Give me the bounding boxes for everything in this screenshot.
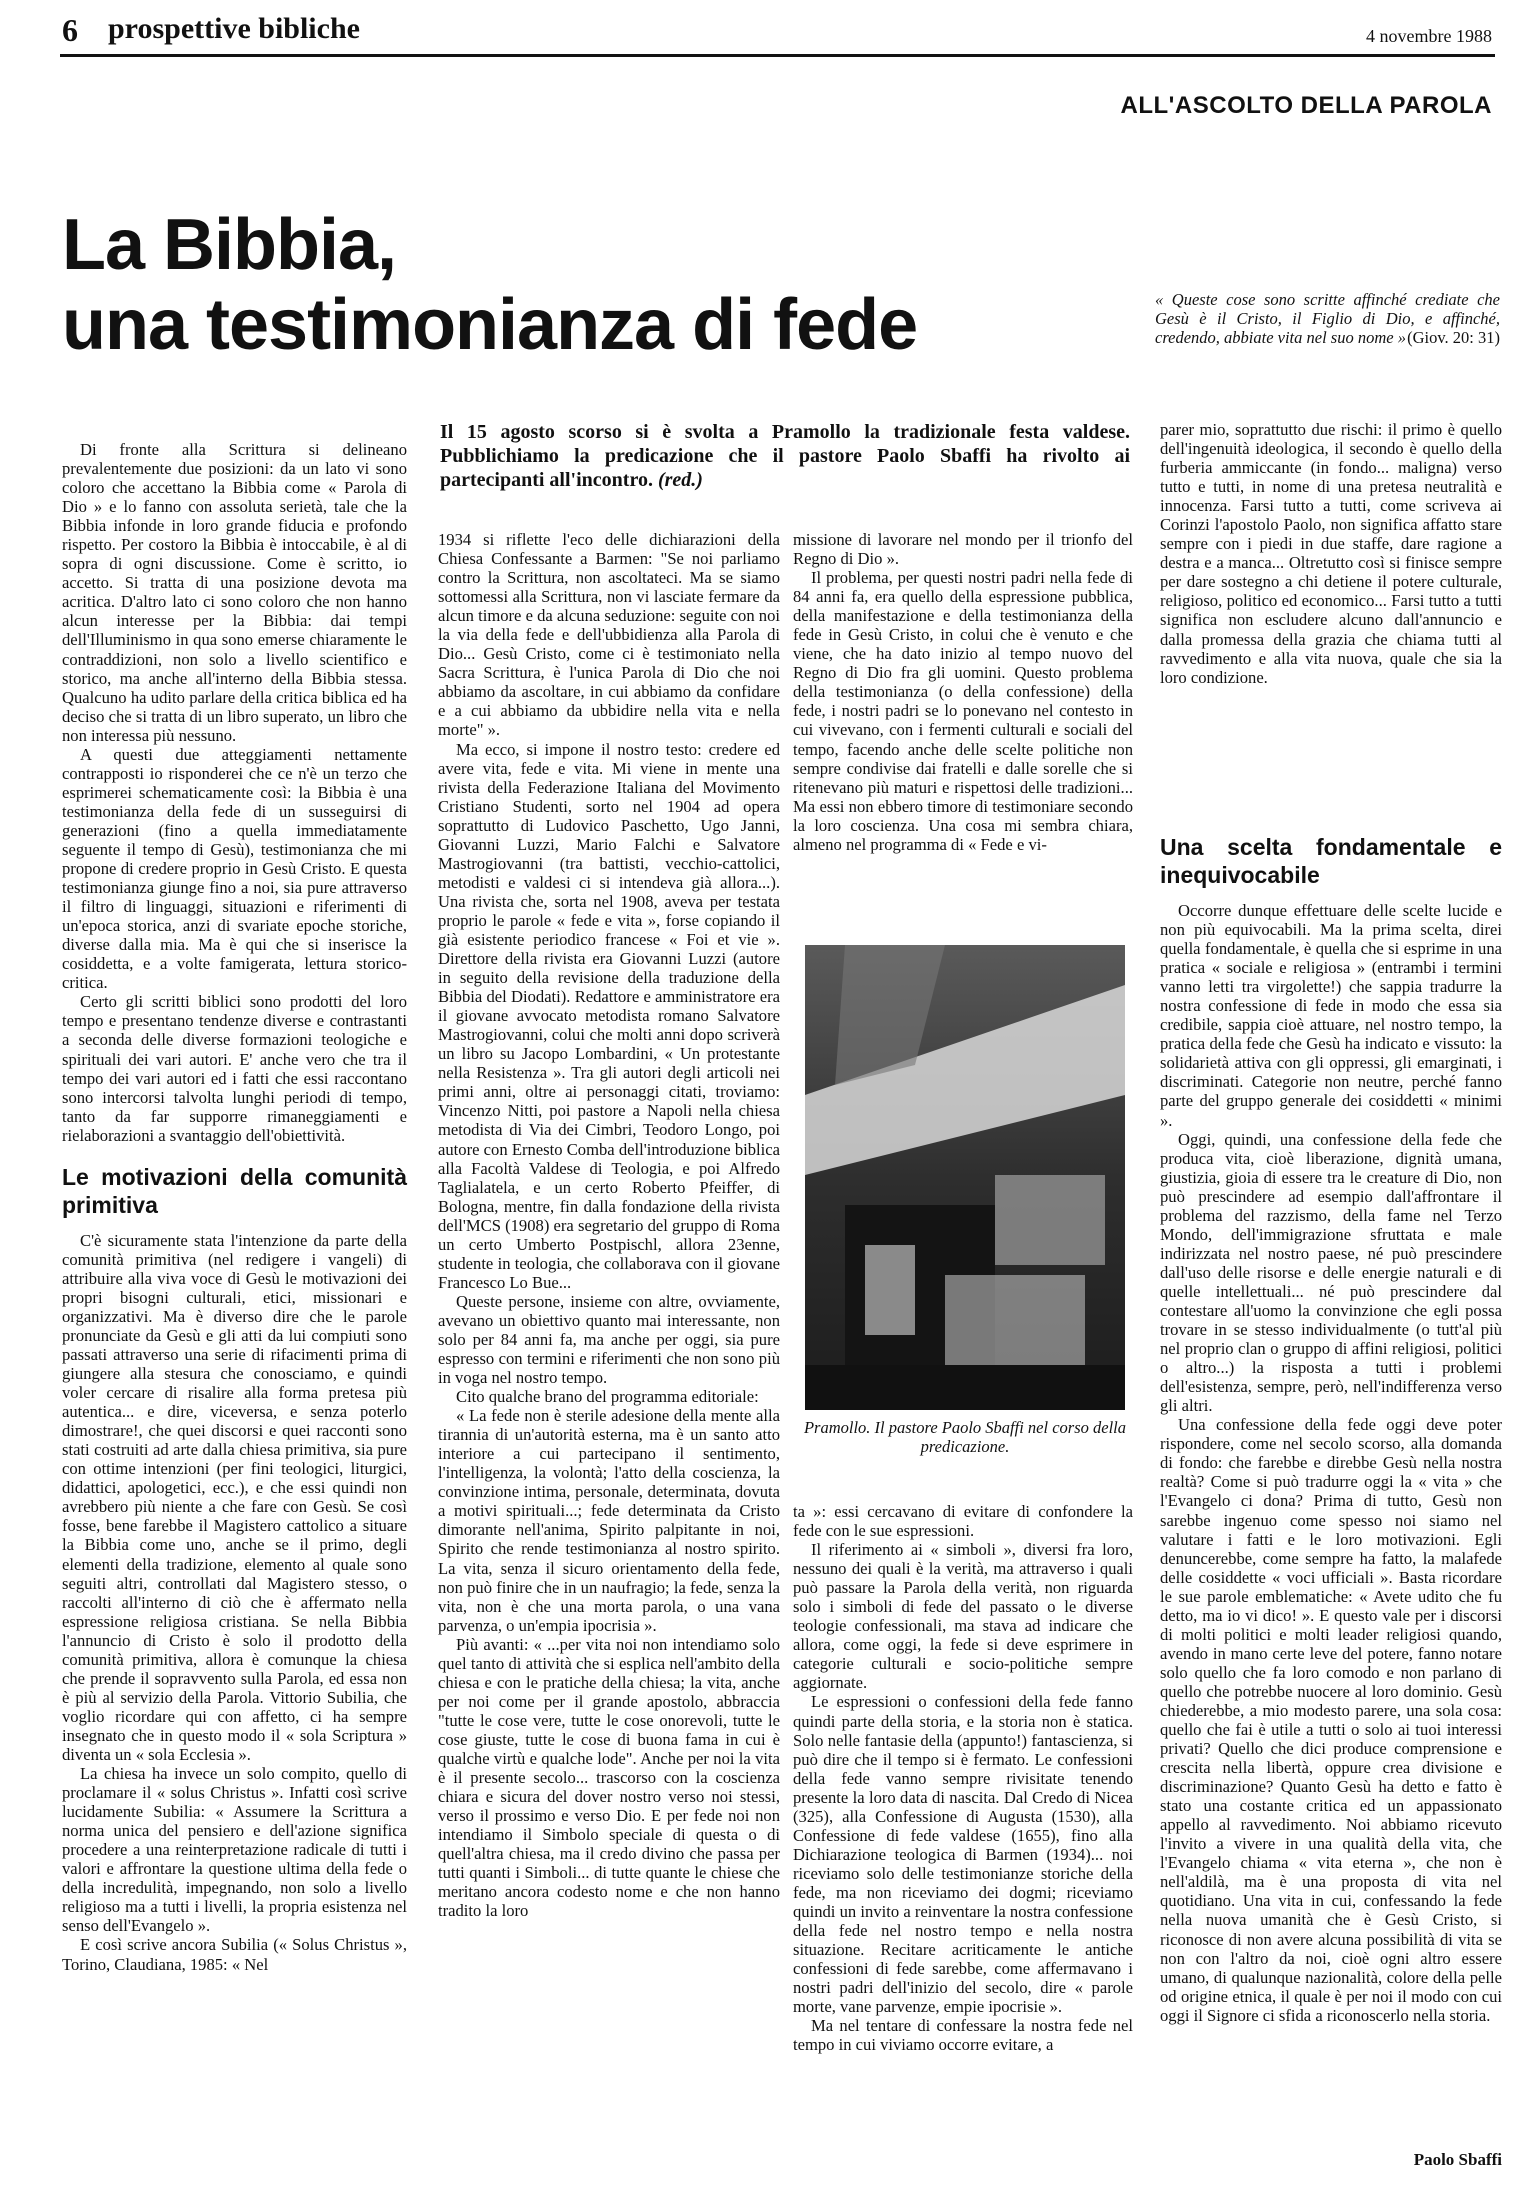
subheading-scelta: Una scelta fondamentale e inequivocabile: [1160, 834, 1502, 888]
title-line-1: La Bibbia,: [62, 205, 397, 285]
paragraph: Ma ecco, si impone il nostro testo: credere ed avere vita, fede e vita. Mi viene in mente una rivista della Federazione Italiana del Movimento Cristiano Studenti, sorto nel 1904 ad opera soprattutto di Ludovico Paschetto, Ugo Janni, Giovanni Luzzi, Mario Falchi e Salvatore Mastrogiovanni (tra battisti, vecchio-cattolici, metodisti e valdesi ci si intendeva già allora...). Una rivista che, sorta nel 1908, aveva per testata proprio le parole « fede e vita », forse copiando il già esistente periodico francese « Foi et vie ». Direttore della rivista era Giovanni Luzzi (autore in seguito della revisione della traduzione della Bibbia del Diodati). Redattore e amministratore era il giovane avvocato metodista romano Salvatore Mastrogiovanni, colui che molti anni dopo scriverà un libro su Jacopo Lombardini, « Un protestante nella Resistenza ». Tra gli autori degli articoli nei primi anni, oltre ai personaggi citati, troviamo: Vincenzo Nitti, poi pastore a Napoli nella chiesa metodista di Via dei Cimbri, Teodoro Longo, poi autore con Ernesto Comba dell'introduzione biblica alla Facoltà Valdese di Teologia, e poi Alfredo Taglialatela, e un certo Roberto Pfeiffer, di Bologna, mentre, fin dalla fondazione della rivista dell'MCS (1908) era segretario del gruppo di Roma un certo Umberto Postpischl, allora 23enne, studente in teologia, che collaborava con il giovane Francesco Lo Bue...: [438, 739, 780, 1292]
epigraph-reference: (Giov. 20: 31): [1407, 328, 1500, 347]
article-title: [62, 205, 917, 365]
paragraph: Oggi, quindi, una confessione della fede che produca vita, cioè liberazione, dignità umana, giustizia, gioia di essere tra le creature di Dio, non può prescindere ad esempio dall'affrontare il problema del razzismo, della fame nel Terzo Mondo, dell'immigrazione sfruttata e male indirizzata nel nostro paese, né può prescindere dall'uso delle risorse e delle energie naturali e di quelle intellettuali... né può prescindere dal contestare all'uomo la convinzione che egli possa trovare in se stesso individualmente (o tutt'al più nel proprio clan o gruppo di affini religiosi, politici o altro...) la risposta a tutti i problemi dell'esistenza, sempre, però, nell'indifferenza verso gli altri.: [1160, 1129, 1502, 1416]
photo-preacher: [805, 945, 1125, 1410]
epigraph-text: « Queste cose sono scritte affinché crediate che Gesù è il Cristo, il Figlio di Dio, e affinché, credendo, abbiate vita nel suo nome »: [1155, 290, 1500, 347]
column-3-top: [793, 530, 1133, 854]
paragraph: Queste persone, insieme con altre, ovviamente, avevano un obiettivo quanto mai interessante, non solo per 84 anni fa, ma anche per oggi, sia pure espresso con termini e riferimenti che non sono più in voga nel nostro tempo.: [438, 1291, 780, 1388]
intro-editorial-note: (red.): [657, 469, 703, 491]
paragraph: Certo gli scritti biblici sono prodotti del loro tempo e presentano tendenze diverse e contrastanti a seconda delle diverse formazioni teologiche e spirituali dei vari autori. E' anche vero che tra il tempo dei vari autori ed i fatti che essi raccontano sono intercorsi talvolta lunghi periodi di tempo, tanto da far supporre rimaneggiamenti e rielaborazioni a svantaggio dell'obiettività.: [62, 992, 407, 1145]
column-4-bottom: [1160, 815, 1502, 2025]
paragraph: Più avanti: « ...per vita noi non intendiamo solo quel tanto di attività che si esplica nell'ambito della chiesa e con le pratiche della chiesa; la vita, anche per noi come per il grande apostolo, abbraccia "tutte le cose vere, tutte le cose onorevoli, tutte le cose giuste, tutte le cose di buona fama in cui è qualche virtù e qualche lode". Anche per noi la vita è il presente secolo... trascorso con la coscienza chiara e sicura del dover nostro verso noi stessi, verso il prossimo e verso Dio. E per fede noi non intendiamo il Simbolo speciale di questa o di quell'altra chiesa, ma il credo divino che passa per tutti quanti i Simboli... di tutte quante le chiese che meritano ancora codesto nome e che non hanno tradito la loro: [438, 1634, 780, 1921]
author-signature: Paolo Sbaffi: [1413, 2150, 1502, 2169]
issue-date: 4 novembre 1988: [1366, 26, 1492, 46]
paragraph: Una confessione della fede oggi deve poter rispondere, come nel secolo scorso, alla domanda di fondo: che farebbe e direbbe Gesù nella nostra realtà? Come si può tradurre oggi la « vita » che l'Evangelo ci dona? Prima di tutto, Gesù non sarebbe ingenuo come spesso noi siamo nel valutare i fatti e le loro motivazioni. Egli denuncerebbe, come sempre ha fatto, la malafede delle cosiddette « voci ufficiali ». Basta ricordare le sue parole emblematiche: « Avete udito che fu detto, ma io vi dico! ». E questo vale per i discorsi di molti politici e molti leader religiosi quando, avendo in mano certe leve del potere, fanno notare solo quello che fa loro comodo e non parlano di quello che potrebbe nuocere al loro dominio. Gesù chiederebbe, a mio modesto parere, una sola cosa: quello che fai è utile a tutti o solo ai tuoi interessi privati? Quello che dici produce comprensione e crescita nella libertà, oppure crea divisione e discriminazione? Quanto Gesù ha detto e fatto è stato una costante critica ed un appassionato appello al ravvedimento. Noi abbiamo ricevuto l'invito a vivere in una qualità della vita, che l'Evangelo chiama « vita eterna », che non è nell'aldilà, ma è una proposta di vita nel quotidiano. Una vita in cui, confessando la fede nella nuova umanità che è Gesù Cristo, si riconosce di non avere alcuna possibilità di vita se non con l'altro da noi, cioè ogni altro essere umano, di qualunque nazionalità, colore della pelle od origine etnica, il quale è per noi il modo con cui oggi il Signore ci sfida a riconoscerlo nella storia.: [1160, 1415, 1502, 2025]
column-2: [438, 530, 780, 1920]
paragraph: « La fede non è sterile adesione della mente alla tirannia di un'autorità esterna, ma è un santo atto interiore a cui partecipano il sentimento, l'intelligenza, la volontà; l'atto della coscienza, la convinzione intima, personale, determinata, dovuta a motivi spirituali...; fede determinata da Cristo dimorante nell'anima, Spirito palpitante in noi, Spirito che rende testimonianza al nostro spirito. La vita, senza il sicuro orientamento della fede, non può finire che in un naufragio; la fede, senza la vita, non è che una morta parola, o una vana parvenza, o un'empia ipocrisia ».: [438, 1406, 780, 1635]
paragraph: ta »: essi cercavano di evitare di confondere la fede con le sue espressioni.: [793, 1502, 1133, 1541]
page-number: 6: [62, 12, 78, 48]
paragraph: A questi due atteggiamenti nettamente contrapposti io risponderei che ce n'è un terzo che esprimerei schematicamente così: la Bibbia è una testimonianza della fede di un susseguirsi di generazioni (fino a quella immediatamente seguente il tempo di Gesù), testimonianza che mi propone di credere proprio in Gesù Cristo. E questa testimonianza giunge fino a noi, sia pure attraverso il filtro di linguaggi, situazioni e riferimenti di un'epoca storica, anzi di svariate epoche storiche, diverse dalla mia. Ma è qui che si inserisce la cosiddetta, e a volte famigerata, lettura storico-critica.: [62, 744, 407, 993]
paragraph: Il problema, per questi nostri padri nella fede di 84 anni fa, era quello della espressione pubblica, della manifestazione e della testimonianza della fede in Gesù Cristo, in colui che è venuto e che viene, che ha dato inizio al tempo nuovo del Regno di Dio fra gli uomini. Questo problema della testimonianza (o della confessione) della fede, i nostri padri se lo ponevano nel contesto in cui vivevano, con i fermenti culturali e sociali del tempo, facendo anche delle scelte politiche non sempre condivise dai fratelli e dalle sorelle che si ritenevano più maturi e rispettosi delle tradizioni... Ma essi non ebbero timore di testimoniare secondo la loro coscienza. Una cosa mi sembra chiara, almeno nel programma di « Fede e vi-: [793, 568, 1133, 854]
paragraph: E così scrive ancora Subilia (« Solus Christus », Torino, Claudiana, 1985: « Nel: [62, 1935, 407, 1974]
title-line-2: una testimonianza di fede: [62, 285, 918, 365]
column-4-top: [1160, 420, 1502, 687]
photo-image: [805, 945, 1125, 1410]
paragraph: La chiesa ha invece un solo compito, quello di proclamare il « solus Christus ». Infatti così scrive lucidamente Subilia: « Assumere la Scrittura a norma unica del pensiero e dell'azione significa procedere a una reinterpretazione radicale di tutti i valori e affrontare la questione ultima della fede o della incredulità, impegnando, non solo a livello religioso ma a tutti i livelli, la propria esistenza nel senso dell'Evangelo ».: [62, 1764, 407, 1936]
paragraph: missione di lavorare nel mondo per il trionfo del Regno di Dio ».: [793, 530, 1133, 569]
section-label: ALL'ASCOLTO DELLA PAROLA: [1120, 92, 1492, 119]
intro-text: Il 15 agosto scorso si è svolta a Pramollo la tradizionale festa valdese. Pubblichiamo la predicazione che il pastore Paolo Sbaffi ha rivolto ai partecipanti all'incontro.: [440, 421, 1130, 491]
epigraph: [1155, 290, 1500, 347]
column-1: [62, 440, 407, 1974]
paragraph: 1934 si riflette l'eco delle dichiarazioni della Chiesa Confessante a Barmen: "Se noi parliamo contro la Scrittura, non ascoltateci. Ma se siamo sottomessi alla Scrittura, non vi lasciate fermare da alcun timore e da alcuna seduzione: seguite con noi la via della fede e dell'ubbidienza alla Parola di Dio... Gesù Cristo, come ci è testimoniato nella Sacra Scrittura, è l'unica Parola di Dio che noi abbiamo da ascoltare, in cui abbiamo da confidare e a cui abbiamo da ubbidire nella vita e nella morte" ».: [438, 530, 780, 740]
paragraph: Il riferimento ai « simboli », diversi fra loro, nessuno dei quali è la verità, ma attraverso i quali può passare la Parola della verità, non riguarda solo i simboli di fede del passato o le diverse teologie confessionali, ma stava ad indicare che allora, come oggi, la fede si deve esprimere in categorie culturali e socio-politiche sempre aggiornate.: [793, 1540, 1133, 1693]
paragraph: Ma nel tentare di confessare la nostra fede nel tempo in cui viviamo occorre evitare, a: [793, 2016, 1133, 2055]
paragraph: Occorre dunque effettuare delle scelte lucide e non più equivocabili. Ma la prima scelta, direi quella fondamentale, è quella che si esprime in una pratica « sociale e religiosa » (entrambi i termini vanno letti tra virgolette!) che sappia tradurre la nostra confessione di fede in modo che essa sia credibile, sappia cioè attuare, nel nostro tempo, la pratica della fede che Gesù ha indicato e vissuto: la solidarietà attiva con gli oppressi, gli emarginati, i discriminati. Categorie non neutre, perché fanno parte del gruppo generale dei cosiddetti « minimi ».: [1160, 901, 1502, 1130]
article-intro: [440, 420, 1130, 492]
paragraph: Cito qualche brano del programma editoriale:: [456, 1387, 759, 1407]
header-rule: [60, 54, 1495, 57]
publication-name: prospettive bibliche: [108, 12, 360, 45]
paragraph: Di fronte alla Scrittura si delineano prevalentemente due posizioni: da un lato vi sono coloro che accettano la Bibbia come « Parola di Dio » e lo fanno con assoluta serietà, tale che la Bibbia infonde in loro grande fiducia e profondo rispetto. Per costoro la Bibbia è intoccabile, è al di sopra di ogni discussione. Come è scritto, io accetto. Si tratta di una posizione devota ma acritica. D'altro lato ci sono coloro che non hanno alcun interesse per la Bibbia: dai tempi dell'Illuminismo in qua sono emerse chiaramente le contraddizioni, non solo a livello scientifico e storico, ma anche all'interno della Bibbia stessa. Qualcuno ha udito parlare della critica biblica ed ha deciso che si tratta di un libro superato, un libro che non interessa più nessuno.: [62, 440, 407, 745]
column-3-bottom: [793, 1502, 1133, 2054]
paragraph: parer mio, soprattutto due rischi: il primo è quello dell'ingenuità ideologica, il secondo è quello della furberia ammiccante (in fondo... maligna) verso tutto e tutti, in nome di una pretesa neutralità e innocenza. Farsi tutto a tutti, come scriveva ai Corinzi l'apostolo Paolo, non significa affatto stare sempre con i piedi in due staffe, dare ragione a destra e a manca... Oltretutto così si finisce sempre per dare sostegno a chi detiene il potere culturale, religioso, politico ed economico... Farsi tutto a tutti significa non escludere alcuno dall'annuncio e dalla promessa della grazia che chiama tutti al ravvedimento e alla vita nuova, quale che sia la loro condizione.: [1160, 420, 1502, 687]
paragraph: Le espressioni o confessioni della fede fanno quindi parte della storia, e la storia non è statica. Solo nelle fantasie della (appunto!) fantascienza, si può dire che il tempo si è fermato. Le confessioni della fede vanno sempre rivisitate tenendo presente la loro data di nascita. Dal Credo di Nicea (325), alla Confessione di Augusta (1530), alla Confessione di fede valdese (1655), fino alla Dichiarazione teologica di Barmen (1934)... noi riceviamo solo delle testimonianze storiche della fede, ma non riceviamo dei dogmi; riceviamo quindi un invito a reinventare la nostra confessione della fede nel nostro tempo e nella nostra situazione. Recitare acriticamente le antiche confessioni di fede sarebbe, come affermavano i nostri padri dell'inizio del secolo, dire « parole morte, vane parvenze, empie ipocrisie ».: [793, 1692, 1133, 2017]
paragraph: C'è sicuramente stata l'intenzione da parte della comunità primitiva (nel redigere i vangeli) di attribuire alla viva voce di Gesù le motivazioni dei propri bisogni culturali, etici, missionari e organizzativi. Ma è diverso dire che le parole pronunciate da Gesù e gli atti da lui compiuti sono passati attraverso una serie di rifacimenti prima di giungere alla stesura che conosciamo, e quindi voler cercare di risalire alla forma pretesa più autentica... e dire, viceversa, e senza poterlo dimostrare!, che quei discorsi e quei racconti sono stati costruiti ad arte dalla chiesa primitiva, sia pure con ottime intenzioni (per fini teologici, liturgici, didattici, apologetici, ecc.), e che essi quindi non avrebbero più niente a che fare con Gesù. Se così fosse, bene farebbe il Magistero cattolico a situare la Bibbia come uno, anche se il primo, degli elementi della tradizione, elemento al quale sono seguiti altri, controllati dal Magistero stesso, o raccolti all'interno di ciò che è affermato nella espressione religiosa cristiana. Se nella Bibbia l'annuncio di Cristo è solo il prodotto della comunità primitiva, allora è comunque la chiesa che prende il sopravvento sulla Parola, ed essa non è più al servizio della Parola. Vittorio Subilia, che voglio ricordare qui con affetto, ci ha sempre insegnato che in questo modo il « sola Scriptura » diventa un « sola Ecclesia ».: [62, 1230, 407, 1764]
subheading-motivazioni: Le motivazioni della comunità primitiva: [62, 1163, 407, 1218]
photo-caption: Pramollo. Il pastore Paolo Sbaffi nel corso della predicazione.: [803, 1418, 1127, 1456]
